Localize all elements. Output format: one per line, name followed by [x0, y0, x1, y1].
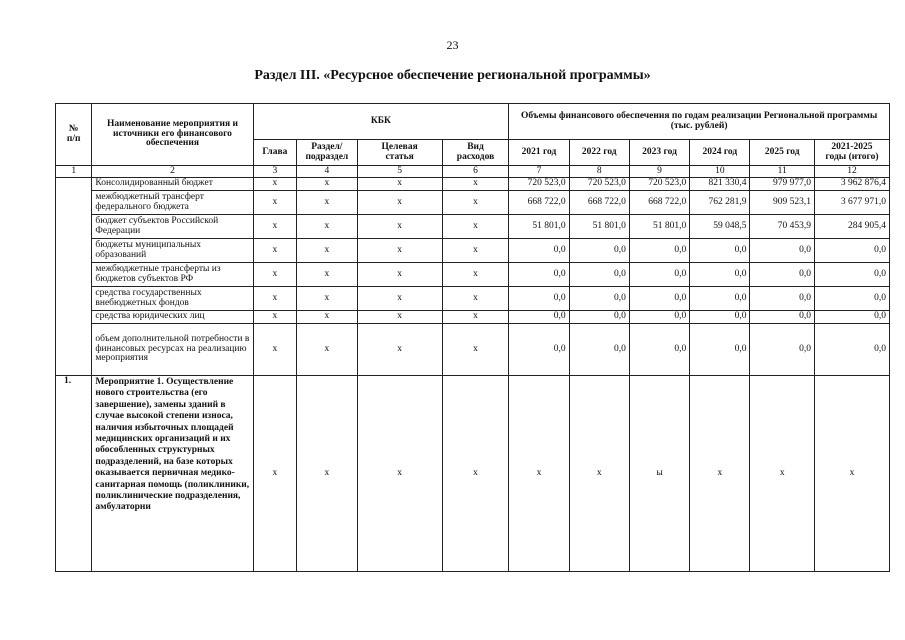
kbk-cell: x — [357, 287, 442, 311]
kbk-cell: x — [357, 263, 442, 287]
column-number: 7 — [509, 166, 569, 178]
funding-source-name: Консолидированный бюджет — [92, 178, 253, 191]
funding-value-cell: 0,0 — [629, 311, 689, 324]
funding-value-cell: 70 453,9 — [750, 215, 814, 239]
measure-index: 1. — [56, 376, 92, 572]
funding-value-cell: 0,0 — [569, 287, 629, 311]
kbk-cell: x — [442, 376, 509, 572]
header-kbk-target: Целевая статья — [357, 140, 442, 166]
kbk-cell: x — [442, 287, 509, 311]
kbk-cell: x — [297, 287, 357, 311]
header-kbk: КБК — [253, 104, 509, 140]
funding-value-cell: 762 281,9 — [690, 191, 750, 215]
kbk-cell: x — [442, 191, 509, 215]
funding-value-cell: 0,0 — [690, 287, 750, 311]
funding-value-cell: 0,0 — [629, 287, 689, 311]
funding-value-cell: 0,0 — [690, 263, 750, 287]
kbk-cell: x — [297, 215, 357, 239]
section-title: Раздел III. «Ресурсное обеспечение региональной программы» — [254, 68, 651, 83]
kbk-cell: x — [297, 191, 357, 215]
funding-value-cell: 0,0 — [814, 239, 889, 263]
funding-value-cell: 284 905,4 — [814, 215, 889, 239]
measure-value-cell: x — [814, 376, 889, 572]
funding-value-cell: 668 722,0 — [509, 191, 569, 215]
funding-value-cell: 821 330,4 — [690, 178, 750, 191]
column-number: 3 — [253, 166, 297, 178]
kbk-cell: x — [442, 311, 509, 324]
kbk-cell: x — [253, 287, 297, 311]
funding-source-name: средства юридических лиц — [92, 311, 253, 324]
funding-value-cell: 0,0 — [509, 324, 569, 376]
kbk-cell: x — [253, 324, 297, 376]
header-num: № п/п — [56, 104, 92, 166]
kbk-cell: x — [357, 239, 442, 263]
column-number: 10 — [690, 166, 750, 178]
funding-row — [56, 311, 890, 324]
kbk-cell: x — [253, 191, 297, 215]
funding-row — [56, 215, 890, 239]
kbk-cell: x — [253, 215, 297, 239]
column-number: 2 — [92, 166, 253, 178]
funding-value-cell: 0,0 — [569, 239, 629, 263]
kbk-cell: x — [297, 311, 357, 324]
header-name: Наименование мероприятия и источники его финансового обеспечения — [92, 104, 253, 166]
funding-value-cell: 0,0 — [629, 239, 689, 263]
kbk-cell: x — [297, 376, 357, 572]
kbk-cell: x — [253, 263, 297, 287]
funding-value-cell: 51 801,0 — [569, 215, 629, 239]
column-number: 11 — [750, 166, 814, 178]
kbk-cell: x — [442, 263, 509, 287]
funding-value-cell: 0,0 — [569, 311, 629, 324]
funding-source-name: объем дополнительной потребности в финансовых ресурсах на реализацию мероприятия — [92, 324, 253, 376]
header-year-2025: 2025 год — [750, 140, 814, 166]
measure-name: Мероприятие 1. Осуществление нового строительства (его завершение), замены зданий в случае высокой степени износа, наличия избыточных площадей медицинских организаций и их обособленных структурных подразделений, на базе которых оказывается первичная медико-санитарная помощь (поликлиники, поликлинические подразделения, амбулаторни — [92, 376, 253, 572]
measure-row — [56, 376, 890, 572]
row-index-empty — [56, 178, 92, 376]
funding-value-cell: 0,0 — [750, 311, 814, 324]
funding-value-cell: 0,0 — [509, 239, 569, 263]
column-number: 1 — [56, 166, 92, 178]
funding-value-cell: 0,0 — [814, 324, 889, 376]
header-year-2024: 2024 год — [690, 140, 750, 166]
header-volumes: Объемы финансового обеспечения по годам реализации Региональной программы (тыс. рублей) — [509, 104, 890, 140]
measure-value-cell: x — [690, 376, 750, 572]
funding-value-cell: 668 722,0 — [569, 191, 629, 215]
funding-value-cell: 0,0 — [814, 311, 889, 324]
funding-value-cell: 0,0 — [569, 263, 629, 287]
funding-value-cell: 0,0 — [750, 324, 814, 376]
measure-value-cell: x — [509, 376, 569, 572]
measure-value-cell: ы — [629, 376, 689, 572]
header-kbk-section: Раздел/ подраздел — [297, 140, 357, 166]
funding-value-cell: 0,0 — [814, 263, 889, 287]
funding-value-cell: 720 523,0 — [509, 178, 569, 191]
funding-value-cell: 0,0 — [750, 287, 814, 311]
kbk-cell: x — [442, 324, 509, 376]
column-number: 5 — [357, 166, 442, 178]
funding-value-cell: 0,0 — [750, 263, 814, 287]
funding-value-cell: 59 048,5 — [690, 215, 750, 239]
funding-row — [56, 191, 890, 215]
column-number: 9 — [629, 166, 689, 178]
funding-value-cell: 51 801,0 — [509, 215, 569, 239]
funding-value-cell: 668 722,0 — [629, 191, 689, 215]
funding-value-cell: 0,0 — [629, 263, 689, 287]
funding-value-cell: 0,0 — [690, 311, 750, 324]
kbk-cell: x — [253, 178, 297, 191]
kbk-cell: x — [442, 178, 509, 191]
header-year-2021: 2021 год — [509, 140, 569, 166]
funding-value-cell: 909 523,1 — [750, 191, 814, 215]
funding-value-cell: 0,0 — [509, 287, 569, 311]
kbk-cell: x — [442, 215, 509, 239]
funding-value-cell: 0,0 — [814, 287, 889, 311]
funding-value-cell: 0,0 — [690, 324, 750, 376]
column-number: 12 — [814, 166, 889, 178]
funding-source-name: средства государственных внебюджетных фондов — [92, 287, 253, 311]
kbk-cell: x — [357, 324, 442, 376]
funding-value-cell: 0,0 — [509, 311, 569, 324]
kbk-cell: x — [297, 239, 357, 263]
kbk-cell: x — [253, 311, 297, 324]
funding-source-name: межбюджетные трансферты из бюджетов субъектов РФ — [92, 263, 253, 287]
funding-row — [56, 324, 890, 376]
header-year-2023: 2023 год — [629, 140, 689, 166]
measure-value-cell: x — [569, 376, 629, 572]
kbk-cell: x — [357, 191, 442, 215]
kbk-cell: x — [357, 376, 442, 572]
kbk-cell: x — [357, 178, 442, 191]
kbk-cell: x — [297, 178, 357, 191]
funding-source-name: бюджеты муниципальных образований — [92, 239, 253, 263]
funding-value-cell: 0,0 — [509, 263, 569, 287]
funding-value-cell: 0,0 — [690, 239, 750, 263]
kbk-cell: x — [357, 311, 442, 324]
header-year-total: 2021-2025 годы (итого) — [814, 140, 889, 166]
funding-value-cell: 3 677 971,0 — [814, 191, 889, 215]
header-year-2022: 2022 год — [569, 140, 629, 166]
funding-value-cell: 0,0 — [750, 239, 814, 263]
funding-value-cell: 720 523,0 — [629, 178, 689, 191]
column-number: 6 — [442, 166, 509, 178]
kbk-cell: x — [357, 215, 442, 239]
column-number-row — [56, 166, 890, 178]
funding-value-cell: 979 977,0 — [750, 178, 814, 191]
funding-value-cell: 51 801,0 — [629, 215, 689, 239]
funding-source-name: межбюджетный трансферт федерального бюджета — [92, 191, 253, 215]
measure-value-cell: x — [750, 376, 814, 572]
column-number: 4 — [297, 166, 357, 178]
kbk-cell: x — [442, 239, 509, 263]
funding-value-cell: 0,0 — [569, 324, 629, 376]
page-number: 23 — [446, 38, 459, 52]
kbk-cell: x — [253, 376, 297, 572]
kbk-cell: x — [253, 239, 297, 263]
funding-value-cell: 3 962 876,4 — [814, 178, 889, 191]
funding-value-cell: 0,0 — [629, 324, 689, 376]
funding-value-cell: 720 523,0 — [569, 178, 629, 191]
column-number: 8 — [569, 166, 629, 178]
funding-row — [56, 239, 890, 263]
kbk-cell: x — [297, 263, 357, 287]
header-kbk-chapter: Глава — [253, 140, 297, 166]
resource-table — [55, 103, 890, 572]
funding-source-name: бюджет субъектов Российской Федерации — [92, 215, 253, 239]
funding-row — [56, 178, 890, 191]
kbk-cell: x — [297, 324, 357, 376]
header-kbk-type: Вид расходов — [442, 140, 509, 166]
funding-row — [56, 287, 890, 311]
funding-row — [56, 263, 890, 287]
